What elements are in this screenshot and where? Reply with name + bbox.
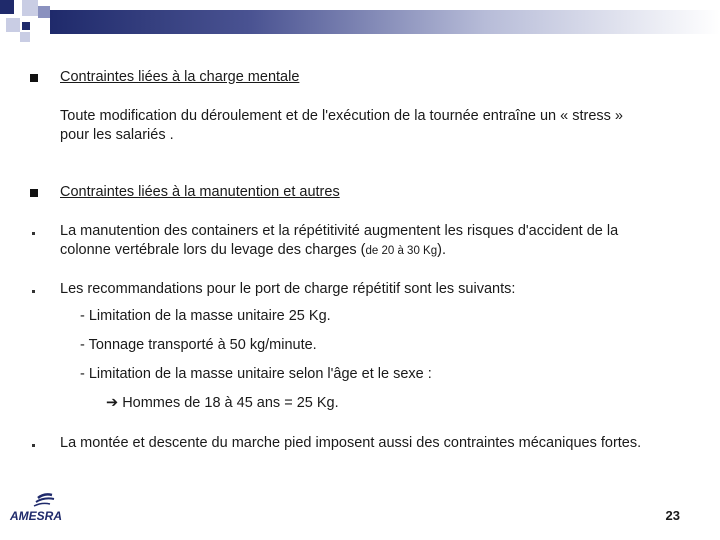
page-number: 23 — [665, 508, 680, 523]
recommendation-item: - Limitation de la masse unitaire selon l'âge et le sexe : — [80, 366, 432, 382]
bullet-square — [30, 189, 38, 197]
recommendation-item: - Limitation de la masse unitaire 25 Kg. — [80, 308, 331, 324]
heading-mental-load: Contraintes liées à la charge mentale — [60, 69, 300, 85]
text-line — [60, 241, 618, 261]
bullet-dot — [32, 232, 35, 235]
text-segment: colonne vertébrale lors du levage des charges ( — [60, 242, 366, 258]
bullet-dot — [32, 290, 35, 293]
paragraph-manutention-risks — [60, 222, 618, 261]
paragraph-mental-load — [60, 107, 623, 145]
bullet-dot — [32, 444, 35, 447]
amesra-logo — [8, 492, 68, 526]
text-line: pour les salariés . — [60, 127, 174, 143]
logo-text: AMESRA — [10, 509, 63, 523]
bullet-square — [30, 74, 38, 82]
heading-manutention: Contraintes liées à la manutention et autres — [60, 184, 340, 200]
paragraph-footboard: La montée et descente du marche pied imposent aussi des contraintes mécaniques fortes. — [60, 435, 642, 451]
paragraph-recommendations: Les recommandations pour le port de charge répétitif sont les suivants: — [60, 281, 516, 297]
text-line: Toute modification du déroulement et de l'exécution de la tournée entraîne un « stress » — [60, 108, 623, 124]
subitem-text: Hommes de 18 à 45 ans = 25 Kg. — [122, 395, 339, 411]
text-segment: ). — [437, 242, 446, 258]
recommendation-subitem — [106, 394, 339, 413]
text-line: La manutention des containers et la répétitivité augmentent les risques d'accident de la — [60, 223, 619, 239]
weight-range: de 20 à 30 Kg — [365, 245, 438, 257]
header-band — [50, 10, 720, 34]
arrow-right-icon: ➔ — [106, 395, 119, 411]
recommendation-item: - Tonnage transporté à 50 kg/minute. — [80, 337, 317, 353]
